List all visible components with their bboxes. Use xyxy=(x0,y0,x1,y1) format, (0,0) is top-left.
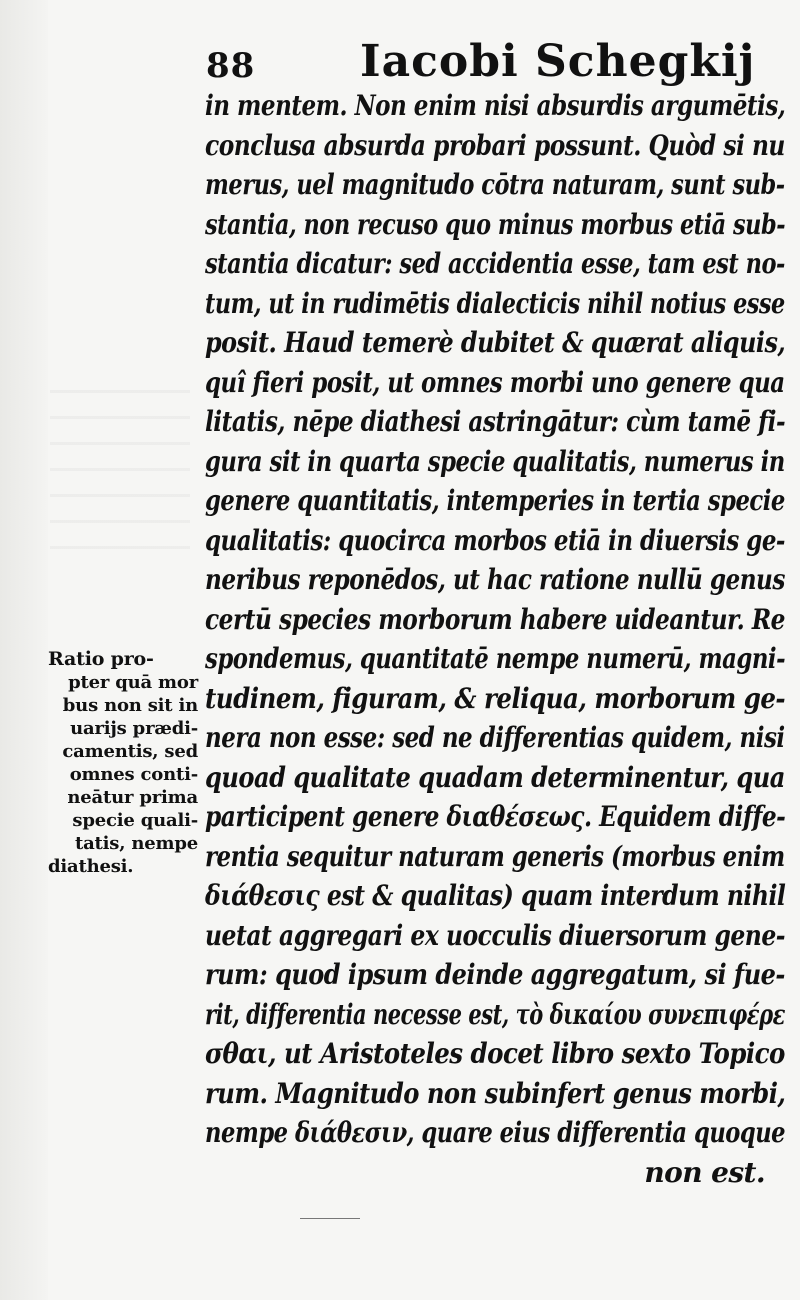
text-line: σθαι, ut Aristoteles docet libro sexto Topico xyxy=(205,1037,785,1070)
margin-note-line: tatis, nempe xyxy=(74,833,198,854)
text-line: quoad qualitate quadam determinentur, qua xyxy=(205,760,785,794)
margin-note-line: camentis, sed xyxy=(62,741,198,762)
margin-note-line: bus non sit in xyxy=(62,695,198,716)
page-header xyxy=(200,36,760,88)
text-line: in mentem. Non enim nisi absurdis argumētis, xyxy=(205,89,786,122)
text-line: nempe διάθεσιν, quare eius differentia quoque xyxy=(205,1116,786,1149)
page-gutter xyxy=(0,0,48,1300)
margin-note-line: pter quā mor xyxy=(68,672,198,693)
text-line: certū species morborum habere uideantur. Re xyxy=(205,602,785,636)
text-line: rentia sequitur naturam generis (morbus enim xyxy=(205,839,785,873)
running-title: Iacobi Schegkij xyxy=(360,36,756,87)
text-line: conclusa absurda probari possunt. Quòd si nu xyxy=(205,128,785,162)
text-line: participent genere διαθέσεως. Equidem diffe- xyxy=(205,800,786,833)
text-line: uetat aggregari ex uocculis diuersorum gene- xyxy=(205,918,786,952)
text-line: stantia, non recuso quo minus morbus etiā sub- xyxy=(205,207,786,241)
text-line: posit. Haud temerè dubitet & quærat aliquis, xyxy=(205,326,786,359)
body-text xyxy=(205,86,785,1192)
margin-note-line: neātur prima xyxy=(67,787,198,808)
text-line: rum. Magnitudo non subinfert genus morbi, xyxy=(205,1076,786,1110)
text-line: qualitatis: quocirca morbos etiā in diuersis ge- xyxy=(205,523,785,557)
margin-note-line: omnes conti- xyxy=(69,764,198,785)
text-line: stantia dicatur: sed accidentia esse, tam est no- xyxy=(205,247,785,280)
text-line: tudinem, figuram, & reliqua, morborum ge- xyxy=(205,681,786,715)
text-line: rum: quod ipsum deinde aggregatum, si fue- xyxy=(205,958,785,991)
margin-note-line: diathesi. xyxy=(48,856,134,877)
margin-note-line: uarijs prædi- xyxy=(70,718,198,739)
text-line: merus, uel magnitudo cōtra naturam, sunt sub- xyxy=(205,168,785,201)
margin-note xyxy=(48,648,198,878)
text-line: διάθεσις est & qualitas) quam interdum nihil xyxy=(205,879,786,912)
text-line: spondemus, quantitatē nempe numerū, magni- xyxy=(205,642,786,675)
text-line: gura sit in quarta specie qualitatis, numerus in xyxy=(205,444,785,478)
margin-note-line: Ratio pro- xyxy=(48,648,154,670)
text-line: tum, ut in rudimētis dialecticis nihil notius esse xyxy=(205,286,785,320)
margin-note-line: specie quali- xyxy=(72,810,198,831)
text-line: non est. xyxy=(644,1155,765,1189)
show-through-text xyxy=(50,390,190,560)
text-line: quî fieri posit, ut omnes morbi uno genere qua xyxy=(205,365,785,399)
print-mark xyxy=(300,1218,360,1219)
page-number: 88 xyxy=(206,46,256,86)
text-line: nera non esse: sed ne differentias quidem, nisi xyxy=(205,721,785,754)
text-line: rit, differentia necesse est, τὸ δικαίου συνεπιφέρε xyxy=(205,997,785,1031)
text-line: litatis, nēpe diathesi astringātur: cùm tamē fi- xyxy=(205,405,786,438)
text-line: neribus reponēdos, ut hac ratione nullū genus xyxy=(205,563,785,596)
text-line: genere quantitatis, intemperies in tertia specie xyxy=(205,484,785,517)
